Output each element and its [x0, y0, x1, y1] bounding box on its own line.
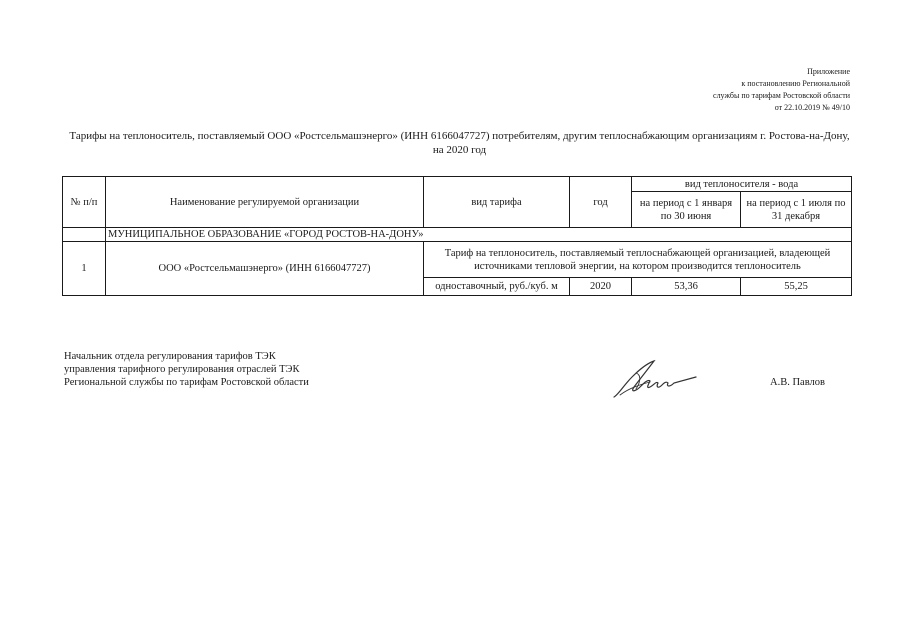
- header-org: Наименование регулируемой организации: [106, 177, 424, 228]
- signatory-line: управления тарифного регулирования отраслей ТЭК: [64, 364, 300, 375]
- signature-icon: [610, 355, 705, 403]
- header-year: год: [570, 177, 632, 228]
- row-tariff-type: одноставочный, руб./куб. м: [424, 278, 570, 296]
- empty-cell: [63, 228, 106, 242]
- signatory-position: [64, 350, 309, 389]
- row-year: 2020: [570, 278, 632, 296]
- header-carrier: вид теплоносителя - вода: [632, 177, 852, 192]
- signatory-name: А.В. Павлов: [770, 377, 825, 388]
- appendix-line: к постановлению Региональной: [741, 79, 850, 88]
- appendix-line: от 22.10.2019 № 49/10: [774, 103, 850, 112]
- header-tariff-type: вид тарифа: [424, 177, 570, 228]
- header-num: № п/п: [63, 177, 106, 228]
- appendix-header: [713, 66, 850, 114]
- appendix-line: Приложение: [807, 67, 850, 76]
- signatory-line: Региональной службы по тарифам Ростовской области: [64, 377, 309, 388]
- row-org: ООО «Ростсельмашэнерго» (ИНН 6166047727): [106, 242, 424, 296]
- municipality-row: МУНИЦИПАЛЬНОЕ ОБРАЗОВАНИЕ «ГОРОД РОСТОВ-НА-ДОНУ»: [106, 228, 852, 242]
- header-period2: на период с 1 июля по 31 декабря: [741, 192, 852, 228]
- handwritten-signature: [610, 355, 705, 408]
- header-period1: на период с 1 января по 30 июня: [632, 192, 741, 228]
- row-value1: 53,36: [632, 278, 741, 296]
- row-num: 1: [63, 242, 106, 296]
- signatory-line: Начальник отдела регулирования тарифов ТЭК: [64, 351, 276, 362]
- document-title: Тарифы на теплоноситель, поставляемый ООО «Ростсельмашэнерго» (ИНН 6166047727) потребителям, другим теплоснабжающим организациям г. Ростова-на-Дону, на 2020 год: [69, 130, 850, 156]
- row-value2: 55,25: [741, 278, 852, 296]
- row-description: Тариф на теплоноситель, поставляемый теплоснабжающей организацией, владеющей источниками тепловой энергии, на котором производится теплоноситель: [424, 242, 852, 278]
- appendix-line: службы по тарифам Ростовской области: [713, 91, 850, 100]
- tariff-table: [62, 176, 852, 296]
